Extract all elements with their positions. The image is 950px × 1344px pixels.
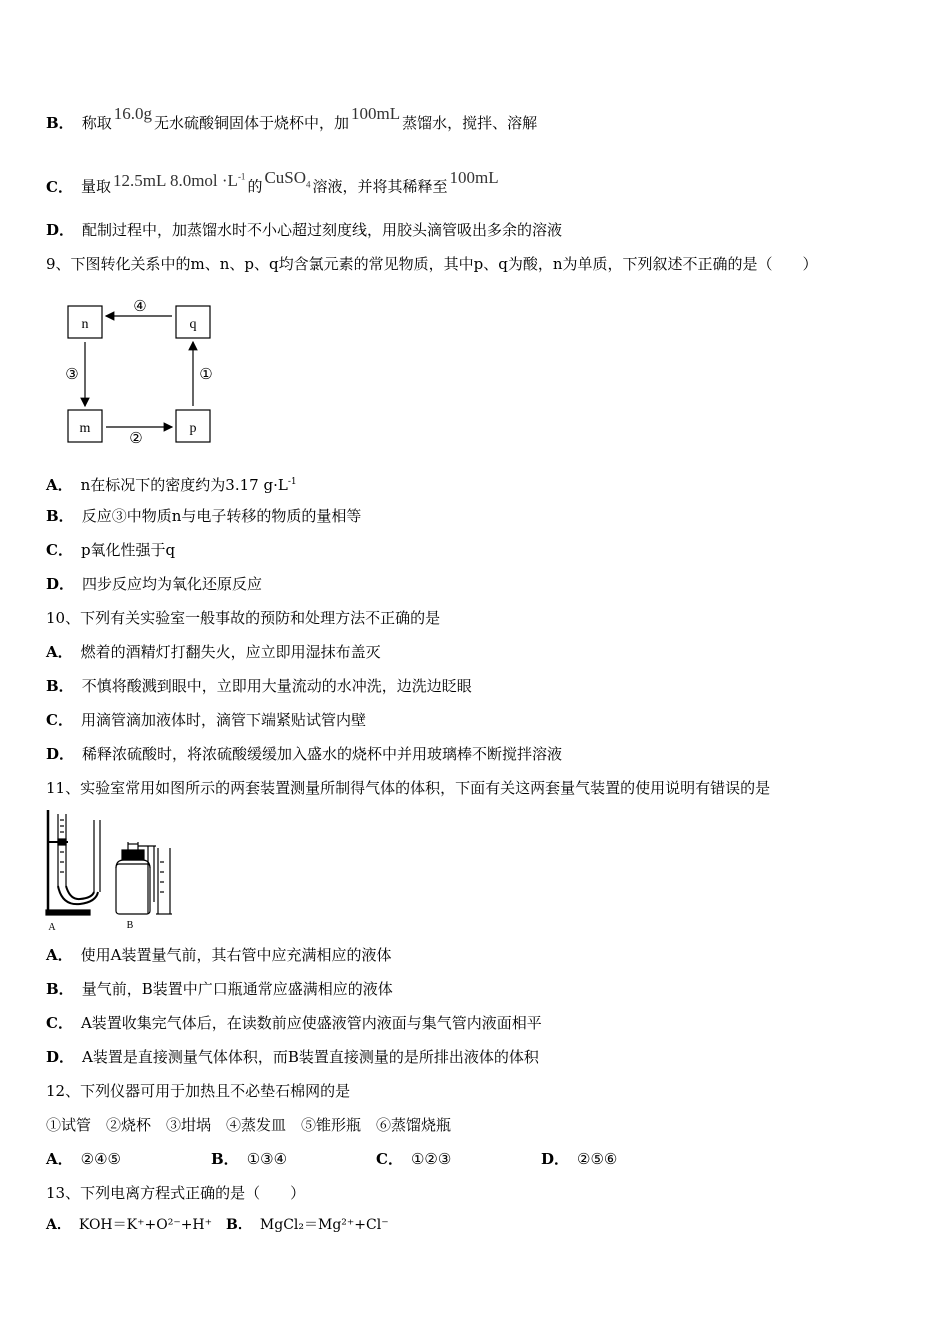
option-label: B． (46, 507, 74, 525)
q8-option-c (46, 167, 501, 203)
option-text: 燃着的酒精灯打翻失火，应立即用湿抹布盖灭 (80, 643, 381, 661)
option-label: A． (46, 643, 73, 661)
option-text: 不慎将酸溅到眼中，立即用大量流动的水冲洗，边洗边眨眼 (81, 677, 472, 695)
label-apparatus-b: B (126, 920, 134, 931)
q11-option-a (46, 945, 391, 965)
q13-stem: 13、下列电离方程式正确的是（ ） (46, 1184, 306, 1202)
option-text: A装置收集完气体后，在读数前应使盛液管内液面与集气管内液面相平 (80, 1014, 542, 1032)
q12-option-a: A． ②④⑤ (46, 1150, 121, 1168)
stand-base (46, 910, 90, 915)
q13-option-a: A． KOH＝K⁺+O²⁻+H⁺ (46, 1217, 213, 1233)
label-apparatus-a: A (48, 922, 56, 933)
option-text: 称取 (81, 114, 112, 132)
q9-option-c (46, 540, 175, 560)
math-concentration: 12.5mL $8.0mol \cdot L^{-1}$ (112, 170, 246, 190)
q9-option-d (46, 574, 262, 594)
q10-option-a (46, 642, 381, 662)
option-text: 的 (247, 177, 263, 196)
label-p: p (189, 421, 197, 436)
math-formula: CuSO$_4$ (264, 167, 311, 190)
option-text: n在标况下的密度约为3.17 g·L (80, 476, 288, 494)
option-text: 溶液，并将其稀释至 (312, 177, 448, 196)
q13-options (46, 1215, 389, 1235)
option-text: 稀释浓硫酸时，将浓硫酸缓缓加入盛水的烧杯中并用玻璃棒不断搅拌溶液 (82, 745, 563, 763)
q12-stem: 12、下列仪器可用于加热且不必垫石棉网的是 (46, 1082, 351, 1100)
q11-option-b (46, 979, 393, 999)
q12-option-c: C． ①②③ (376, 1150, 452, 1168)
q10-option-c (46, 710, 366, 730)
q11-stem: 11、实验室常用如图所示的两套装置测量所制得气体的体积，下面有关这两套量气装置的使用说明有错误的是 (46, 779, 771, 797)
q11-apparatus-figure (40, 806, 180, 934)
option-text: 四步反应均为氧化还原反应 (82, 575, 263, 593)
label-step-4: ④ (133, 299, 147, 315)
label-n: n (81, 317, 89, 332)
math-volume: 100mL (449, 167, 499, 187)
option-label: D． (46, 1048, 75, 1066)
q11-option-c (46, 1013, 542, 1033)
q9-stem: 9、下图转化关系中的m、n、p、q均含氯元素的常见物质，其中p、q为酸，n为单质，下列叙述不正确的是（ ） (46, 255, 818, 273)
q10-option-d (46, 744, 562, 764)
option-label: A． (46, 476, 73, 494)
label-m: m (79, 421, 91, 436)
option-text: 反应③中物质n与电子转移的物质的量相等 (81, 507, 362, 525)
math-mass: 16.0g (113, 104, 152, 123)
label-step-1: ① (199, 367, 213, 383)
q10-option-b (46, 676, 472, 696)
option-text: 蒸馏水，搅拌、溶解 (402, 114, 538, 132)
option-label: C． (46, 711, 73, 729)
option-label: C． (46, 1014, 73, 1032)
option-text: 量取 (80, 177, 111, 196)
q8-option-d (46, 220, 562, 240)
q9-option-a (46, 472, 297, 495)
math-volume: 100mL (350, 104, 401, 123)
option-sup: -1 (287, 477, 297, 487)
q13-option-b: B． MgCl₂＝Mg²⁺+Cl⁻ (226, 1217, 389, 1233)
option-label: D． (46, 745, 75, 763)
label-step-2: ② (129, 431, 143, 447)
option-label: B． (46, 980, 74, 998)
option-label: B． (46, 677, 74, 695)
option-text: p氧化性强于q (80, 541, 176, 559)
option-label: C． (46, 177, 73, 196)
option-text: A装置是直接测量气体体积，而B装置直接测量的是所排出液体的体积 (82, 1048, 539, 1066)
q9-conversion-diagram (60, 294, 230, 454)
q12-items: ①试管 ②烧杯 ③坩埚 ④蒸发皿 ⑤锥形瓶 ⑥蒸馏烧瓶 (46, 1116, 452, 1134)
option-label: A． (46, 946, 73, 964)
q12-option-b: B． ①③④ (211, 1150, 288, 1168)
label-step-3: ③ (65, 367, 79, 383)
option-text: 配制过程中，加蒸馏水时不小心超过刻度线，用胶头滴管吸出多余的溶液 (82, 221, 563, 239)
option-label: D． (46, 221, 75, 239)
option-text: 量气前，B装置中广口瓶通常应盛满相应的液体 (81, 980, 393, 998)
q8-option-b (46, 104, 538, 133)
q10-stem: 10、下列有关实验室一般事故的预防和处理方法不正确的是 (46, 609, 441, 627)
option-text: 使用A装置量气前，其右管中应充满相应的液体 (80, 946, 392, 964)
q12-options (46, 1149, 617, 1169)
label-q: q (189, 317, 197, 332)
option-text: 用滴管滴加液体时，滴管下端紧贴试管内壁 (80, 711, 366, 729)
q9-option-b (46, 506, 361, 526)
option-text: 无水硫酸铜固体于烧杯中，加 (153, 114, 349, 132)
q11-option-d (46, 1047, 539, 1067)
option-label: C． (46, 541, 73, 559)
option-label: D． (46, 575, 75, 593)
option-label: B． (46, 114, 74, 132)
q12-option-d: D． ②⑤⑥ (541, 1150, 618, 1168)
